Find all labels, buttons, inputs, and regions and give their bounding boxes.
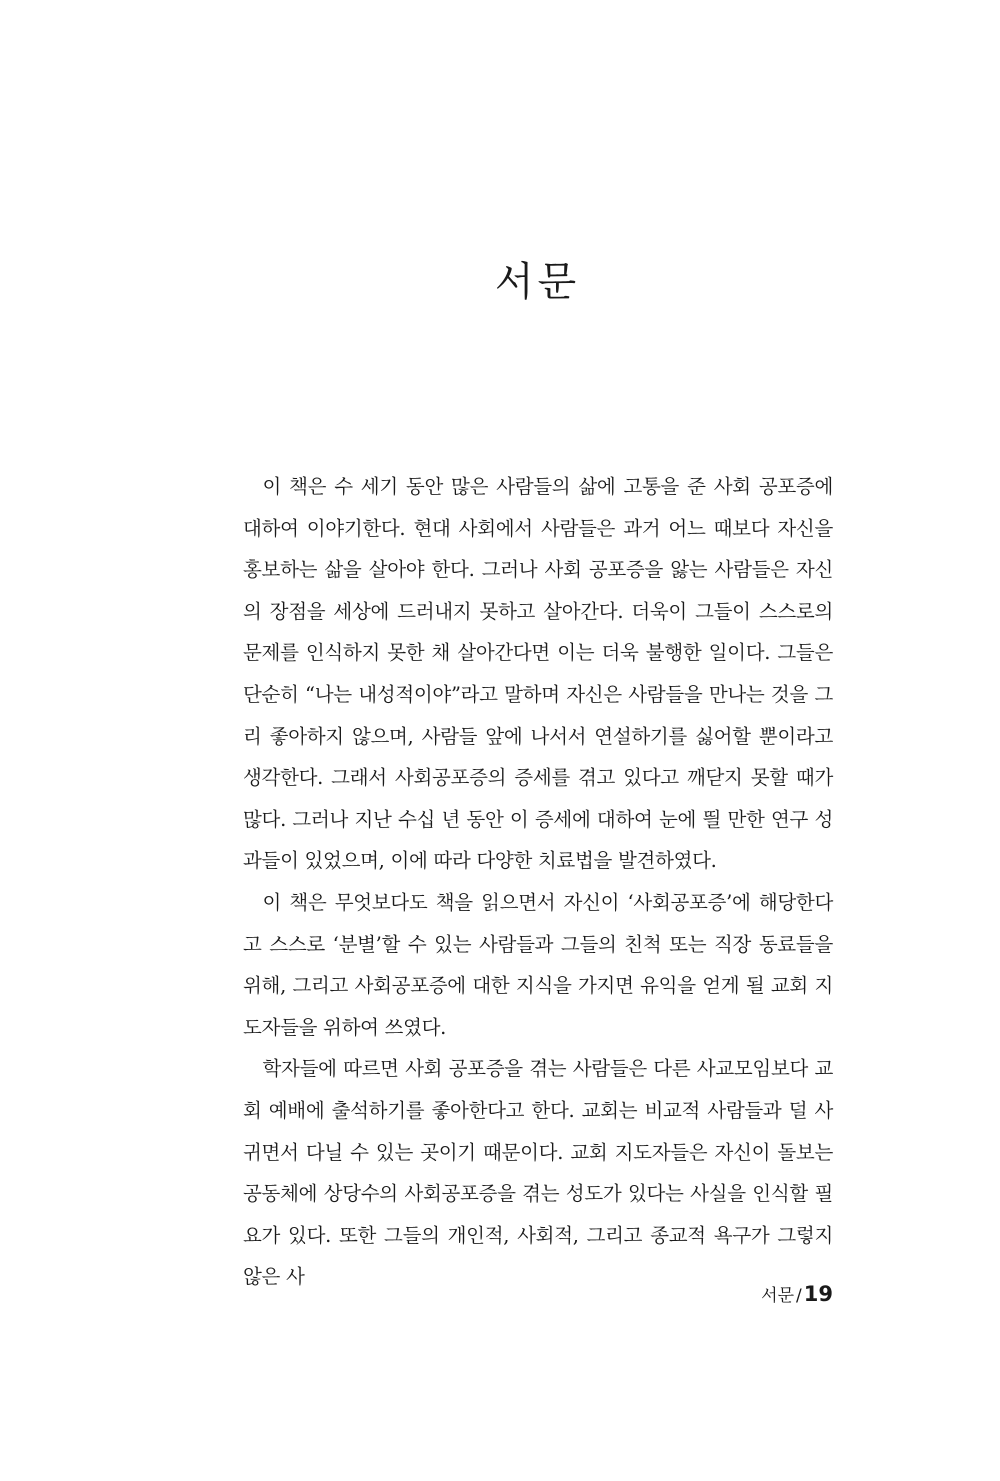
page-footer [761,1281,833,1306]
running-header-label: 서문 [761,1286,795,1306]
body-text [243,466,833,1298]
page-title: 서문 [494,259,581,305]
paragraph-2: 이 책은 무엇보다도 책을 읽으면서 자신이 ‘사회공포증’에 해당한다고 스스로 ‘분별’할 수 있는 사람들과 그들의 친척 또는 직장 동료들을 위해, 그리고 사회공포증에 대한 지식을 가지면 유익을 얻게 될 교회 지도자들을 위하여 쓰였다. [243,890,833,1039]
footer-separator: / [796,1286,802,1306]
paragraph-1: 이 책은 수 세기 동안 많은 사람들의 삶에 고통을 준 사회 공포증에 대하여 이야기한다. 현대 사회에서 사람들은 과거 어느 때보다 자신을 홍보하는 삶을 살아야 한다. 그러나 사회 공포증을 앓는 사람들은 자신의 장점을 세상에 드러내지 못하고 살아간다. 더욱이 그들이 스스로의 문제를 인식하지 못한 채 살아간다면 이는 더욱 불행한 일이다. 그들은 단순히 “나는 내성적이야”라고 말하며 자신은 사람들을 만나는 것을 그리 좋아하지 않으며, 사람들 앞에 나서서 연설하기를 싫어할 뿐이라고 생각한다. 그래서 사회공포증의 증세를 겪고 있다고 깨닫지 못할 때가 많다. 그러나 지난 수십 년 동안 이 증세에 대하여 눈에 띌 만한 연구 성과들이 있었으며, 이에 따라 다양한 치료법을 발견하였다. [243,475,833,873]
page-number: 19 [803,1282,833,1306]
paragraph-3: 학자들에 따르면 사회 공포증을 겪는 사람들은 다른 사교모임보다 교회 예배에 출석하기를 좋아한다고 한다. 교회는 비교적 사람들과 덜 사귀면서 다닐 수 있는 곳이기 때문이다. 교회 지도자들은 자신이 돌보는 공동체에 상당수의 사회공포증을 겪는 성도가 있다는 사실을 인식할 필요가 있다. 또한 그들의 개인적, 사회적, 그리고 종교적 욕구가 그렇지 않은 사 [243,1057,833,1289]
